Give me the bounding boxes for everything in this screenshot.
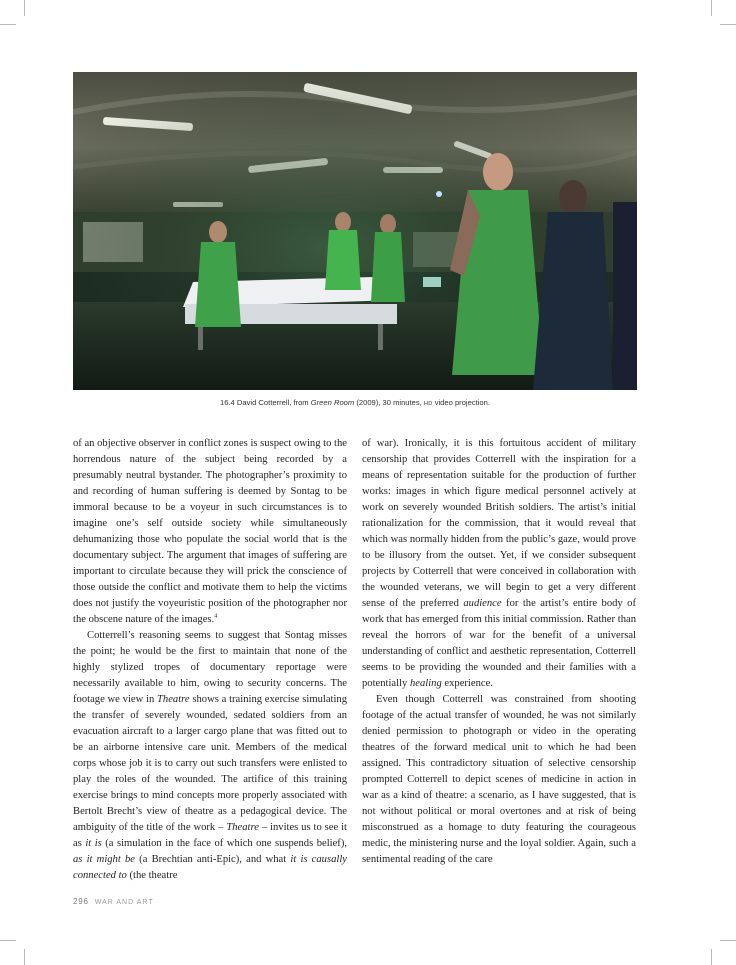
crop-mark [0, 940, 16, 941]
caption-work-title: Green Room [310, 398, 355, 407]
body-text: of war). Ironically, it is this fortuitous accident of military censorship that provides Cotterrell with the inspiration for a means of representation suitable for the production of further works: images in which figure medical personnel actively at work on severely wounded British soldiers. The artist’s initial rationalization for the commission, that it would reveal that which was normally hidden from the public’s gaze, would prove to be illusory from the outset. Yet, if we consider subsequent projects by Cotterrell that were conceived in collaboration with the wounded veterans, we will begin to get a very different sense of the preferred [362, 438, 636, 610]
body-text: Cotterrell’s reasoning seems to suggest that Sontag misses the point; he would be the first to maintain that none of the highly stylized tropes of documentary reportage were necessarily available to him, owing to security concerns. The footage we view in [73, 630, 347, 706]
text-column-left [73, 436, 347, 884]
body-text: (a simulation in the face of which one suspends belief), [101, 838, 347, 850]
paragraph [73, 628, 347, 884]
page-number: 296 [73, 897, 89, 906]
caption-text: 16.4 David Cotterrell, from [220, 398, 311, 407]
running-head: WAR AND ART [94, 899, 154, 906]
body-text: (the theatre [126, 870, 178, 882]
emphasis: it is causally connected to [73, 854, 347, 882]
body-text: Even though Cotterrell was constrained from shooting footage of the actual transfer of wounded, he was not similarly denied permission to photograph or video in the operating theatres of the forward medical unit to which he had been assigned. This contradictory situation of selective censorship prompted Cotterrell to depict scenes of medicine in action in war as a kind of theatre: a scenario, as I have suggested, that is not without political or moral overtones and at risk of being misconstrued as a homage to duty featuring the courageous medic, the ministering nurse and the loyal soldier. Again, such a sentimental reading of the care [362, 694, 636, 866]
work-title: Theatre [157, 694, 190, 706]
crop-mark [711, 0, 712, 16]
body-text: shows a training exercise simulating the transfer of severely wounded, sedated soldiers from an evacuation aircraft to a larger cargo plane that was fitted out to be an airborne intensive care unit. Members of the medical corps whose job it is to carry out such transfers were enlisted to play the roles of the wounded. The artifice of this training exercise brings to mind concepts more properly associated with Bertolt Brecht’s view of theatre as a pedagogical device. The ambiguity of the title of the work – [73, 694, 348, 834]
body-text: for the artist’s entire body of work that has emerged from this initial commission. Rather than reveal the horrors of war for the benefit of a universal understanding of conflict and aesthetic representation, Cotterrell seems to be providing the wounded and their families with a potentially [362, 598, 636, 690]
text-column-right [362, 436, 636, 868]
emphasis: it is [85, 838, 102, 850]
work-title: Theatre [226, 822, 259, 834]
body-text: experience. [441, 678, 493, 690]
crop-mark [24, 949, 25, 965]
body-text: of an objective observer in conflict zones is suspect owing to the horrendous nature of the subject being recorded by a presumably neutral bystander. The photographer’s proximity to and recording of human suffering is deemed by Sontag to be immoral because to be a voyeur in such circumstances is to imagine one’s self outside society while simultaneously dehumanizing those who populate the social world that is the documentary subject. The argument that images of suffering are important to circulate because they will prick the conscience of those outside the conflict and motivate them to help the victims does not justify the voyeuristic position of the photographer nor the obscene nature of the images. [73, 438, 347, 626]
body-text: – invites us to see it as [73, 822, 347, 850]
page-footer [73, 897, 154, 906]
caption-text: (2009), 30 minutes, [354, 398, 424, 407]
emphasis: healing [409, 678, 442, 690]
paragraph [362, 436, 636, 692]
crop-mark [0, 24, 16, 25]
caption-text: video projection. [432, 398, 490, 407]
footnote-ref: 4 [214, 613, 218, 620]
body-text: (a Brechtian anti-Epic), and what [134, 854, 291, 866]
emphasis: audience [463, 598, 502, 610]
caption-format: HD [423, 401, 433, 407]
emphasis: as it might be [73, 854, 135, 866]
paragraph [73, 436, 347, 628]
paragraph [362, 692, 636, 868]
figure-caption [73, 398, 637, 407]
crop-mark [711, 949, 712, 965]
crop-mark [720, 24, 736, 25]
figure-photo [73, 72, 637, 390]
crop-mark [720, 940, 736, 941]
crop-mark [24, 0, 25, 16]
